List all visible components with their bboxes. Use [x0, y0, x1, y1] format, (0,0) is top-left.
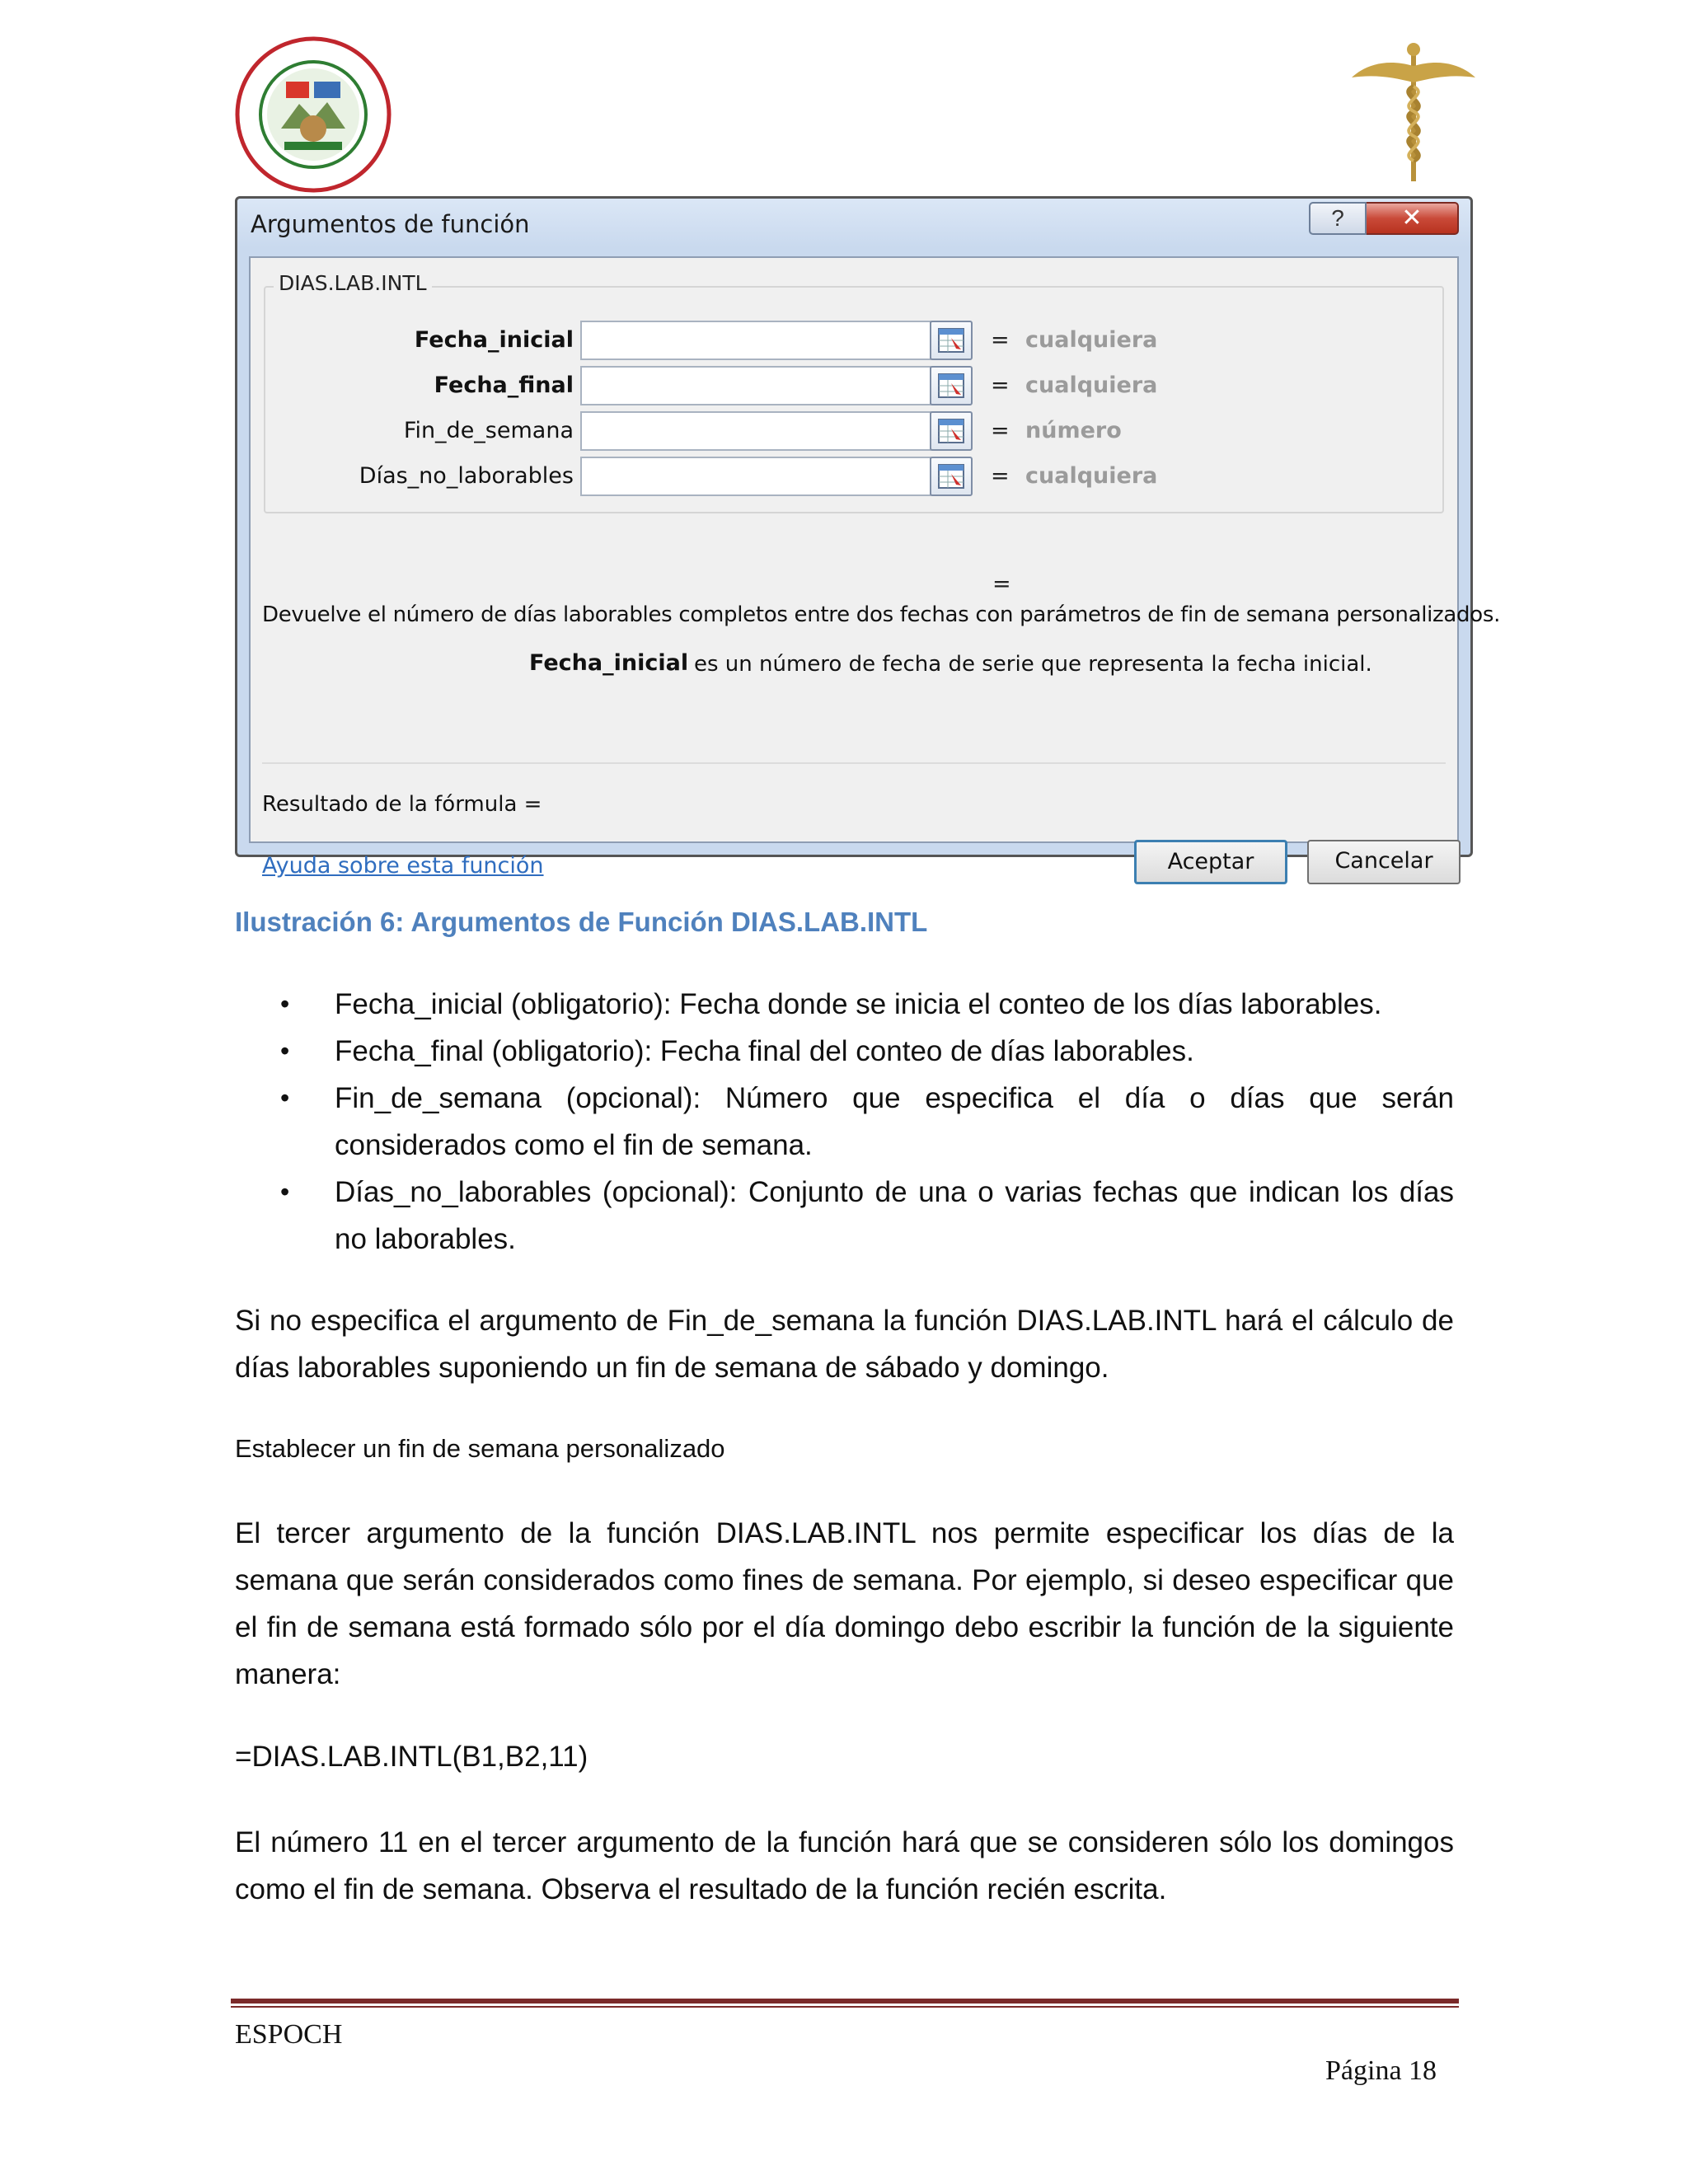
paragraph: El tercer argumento de la función DIAS.LAB.INTL nos permite especificar los días de la semana que serán considerados como fines de semana. Por ejemplo, si deseo especificar que el fin de semana está formado sólo por el día domingo debo escribir la función de la siguiente manera:	[235, 1517, 1454, 1690]
page-number: Página 18	[1325, 2055, 1437, 2086]
dialog-body	[249, 256, 1501, 879]
argument-type-hint: cualquiera	[1025, 373, 1158, 398]
dialog-title: Argumentos de función	[251, 210, 530, 238]
dias-no-laborables-input[interactable]	[580, 457, 931, 496]
fecha-final-input[interactable]	[580, 366, 931, 405]
argument-label: Fecha_final	[434, 373, 574, 398]
list-item: • Fecha_inicial (obligatorio): Fecha donde se inicia el conteo de los días laborables.	[280, 981, 1454, 1028]
argument-equals: =	[991, 418, 1010, 443]
argument-type-hint: cualquiera	[1025, 327, 1158, 353]
argument-row-dias-no-laborables	[265, 457, 1446, 499]
argument-label: Fecha_inicial	[414, 327, 574, 353]
fin-de-semana-input[interactable]	[580, 411, 931, 451]
caduceus-icon	[1352, 41, 1475, 185]
argument-row-fin-de-semana	[265, 411, 1446, 454]
espoch-seal-logo	[235, 36, 392, 193]
list-item: • Fin_de_semana (opcional): Número que especifica el día o días que serán considerados como el fin de semana.	[280, 1075, 1454, 1169]
range-picker-icon[interactable]	[930, 366, 973, 405]
fecha-inicial-input[interactable]	[580, 321, 931, 360]
title-buttons	[1309, 202, 1459, 235]
argument-label: Días_no_laborables	[359, 463, 574, 489]
section-subheading: Establecer un fin de semana personalizado	[235, 1434, 725, 1463]
formula-result-label: Resultado de la fórmula =	[262, 792, 542, 817]
argument-row-fecha-final	[265, 366, 1446, 409]
argument-list	[280, 981, 1454, 1263]
function-result-equals: =	[992, 571, 1011, 597]
figure-caption: Ilustración 6: Argumentos de Función DIAS.LAB.INTL	[235, 907, 928, 937]
range-picker-icon[interactable]	[930, 457, 973, 496]
range-picker-icon[interactable]	[930, 321, 973, 360]
paragraph: Si no especifica el argumento de Fin_de_semana la función DIAS.LAB.INTL hará el cálculo de días laborables suponiendo un fin de semana de sábado y domingo.	[235, 1305, 1454, 1384]
help-button[interactable]: ?	[1309, 202, 1367, 235]
paragraph: El número 11 en el tercer argumento de la función hará que se consideren sólo los domingos como el fin de semana. Observa el resultado de la función recién escrita.	[235, 1826, 1454, 1905]
arguments-group	[264, 271, 1444, 513]
divider	[262, 762, 1446, 764]
list-item: • Días_no_laborables (opcional): Conjunto de una o varias fechas que indican los días no laborables.	[280, 1169, 1454, 1263]
current-parameter-name: Fecha_inicial	[529, 650, 689, 676]
argument-equals: =	[991, 327, 1010, 353]
argument-type-hint: número	[1025, 418, 1122, 443]
footer-rule	[231, 1999, 1459, 2004]
cancel-button[interactable]: Cancelar	[1307, 840, 1461, 884]
function-name-legend: DIAS.LAB.INTL	[274, 271, 432, 295]
list-item: • Fecha_final (obligatorio): Fecha final del conteo de días laborables.	[280, 1028, 1454, 1075]
argument-equals: =	[991, 463, 1010, 489]
formula-example: =DIAS.LAB.INTL(B1,B2,11)	[235, 1741, 588, 1773]
argument-type-hint: cualquiera	[1025, 463, 1158, 489]
argument-label: Fin_de_semana	[403, 418, 574, 443]
close-button[interactable]: ✕	[1367, 202, 1459, 235]
function-arguments-dialog	[235, 196, 1501, 879]
footer-rule-thin	[231, 2006, 1459, 2008]
accept-button[interactable]: Aceptar	[1134, 840, 1287, 884]
current-parameter-description: es un número de fecha de serie que representa la fecha inicial.	[694, 652, 1372, 677]
range-picker-icon[interactable]	[930, 411, 973, 451]
function-description: Devuelve el número de días laborables completos entre dos fechas con parámetros de fin de semana personalizados.	[262, 602, 1501, 627]
argument-row-fecha-inicial	[265, 321, 1446, 363]
argument-equals: =	[991, 373, 1010, 398]
help-link[interactable]: Ayuda sobre esta función	[262, 853, 544, 879]
footer-institution: ESPOCH	[235, 2019, 343, 2050]
